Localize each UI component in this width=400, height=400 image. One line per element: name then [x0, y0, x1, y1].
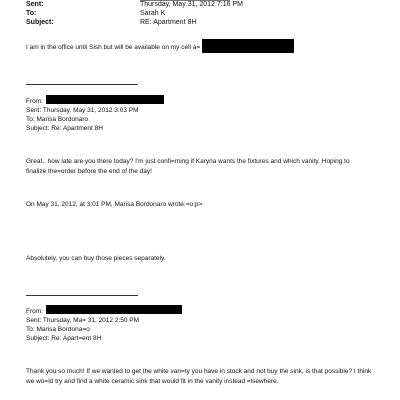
message-3-body-line-2: we wo=ld try and find a white ceramic sink that would fit in the vanity instead =lsewhere. [26, 378, 279, 385]
sent-label: Sent: [26, 1, 44, 8]
message-3-sent: Sent: Thursday, Ma= 31, 2012 2:50 PM [26, 317, 140, 324]
message-3-from: From: [26, 308, 43, 315]
quote-intro: On May 31, 2012, at 3:01 PM, Marisa Bordonaro wrote:=o:p> [26, 201, 203, 208]
message-2-to: To: Marisa Bordonaro [26, 116, 89, 123]
sent-value: Thursday, May 31, 2012 7:16 PM [140, 1, 243, 8]
message-1-body: I am in the office until Sish but will be available on my cell a= [26, 44, 201, 51]
separator-line [26, 84, 138, 85]
message-3-body-line-1: Thank you so much! If we wanted to get the white van=ty you have in stock and not buy the sink, is that possible? I think [26, 368, 372, 375]
redaction-box [202, 39, 294, 53]
separator-line [26, 295, 138, 296]
subject-label: Subject: [26, 19, 54, 26]
to-label: To: [26, 10, 37, 17]
message-2-sent: Sent: Thursday, May 31, 2012 3:03 PM [26, 107, 139, 114]
message-2-from: From: [26, 98, 43, 105]
to-value: Sarah K [140, 10, 166, 17]
message-2-subject: Subject: Re: Apartment 8H [26, 125, 103, 132]
redaction-box [46, 305, 182, 314]
subject-value: RE: Apartment 8H [140, 19, 197, 26]
message-3-to: To: Marisa Bordona=o [26, 326, 90, 333]
message-3-subject: Subject: Re: Apart=ent 8H [26, 335, 102, 342]
message-2-body-line-1: Great.. how late are you there today? I'm just confi=ming if Karyna wants the fixtures and which vanity. Hoping to [26, 158, 350, 165]
message-2-body-line-2: finalize the=order before the end of the day! [26, 168, 152, 175]
reply-text: Absolutely, you can buy those pieces separately. [26, 255, 166, 262]
redaction-box [46, 95, 164, 104]
